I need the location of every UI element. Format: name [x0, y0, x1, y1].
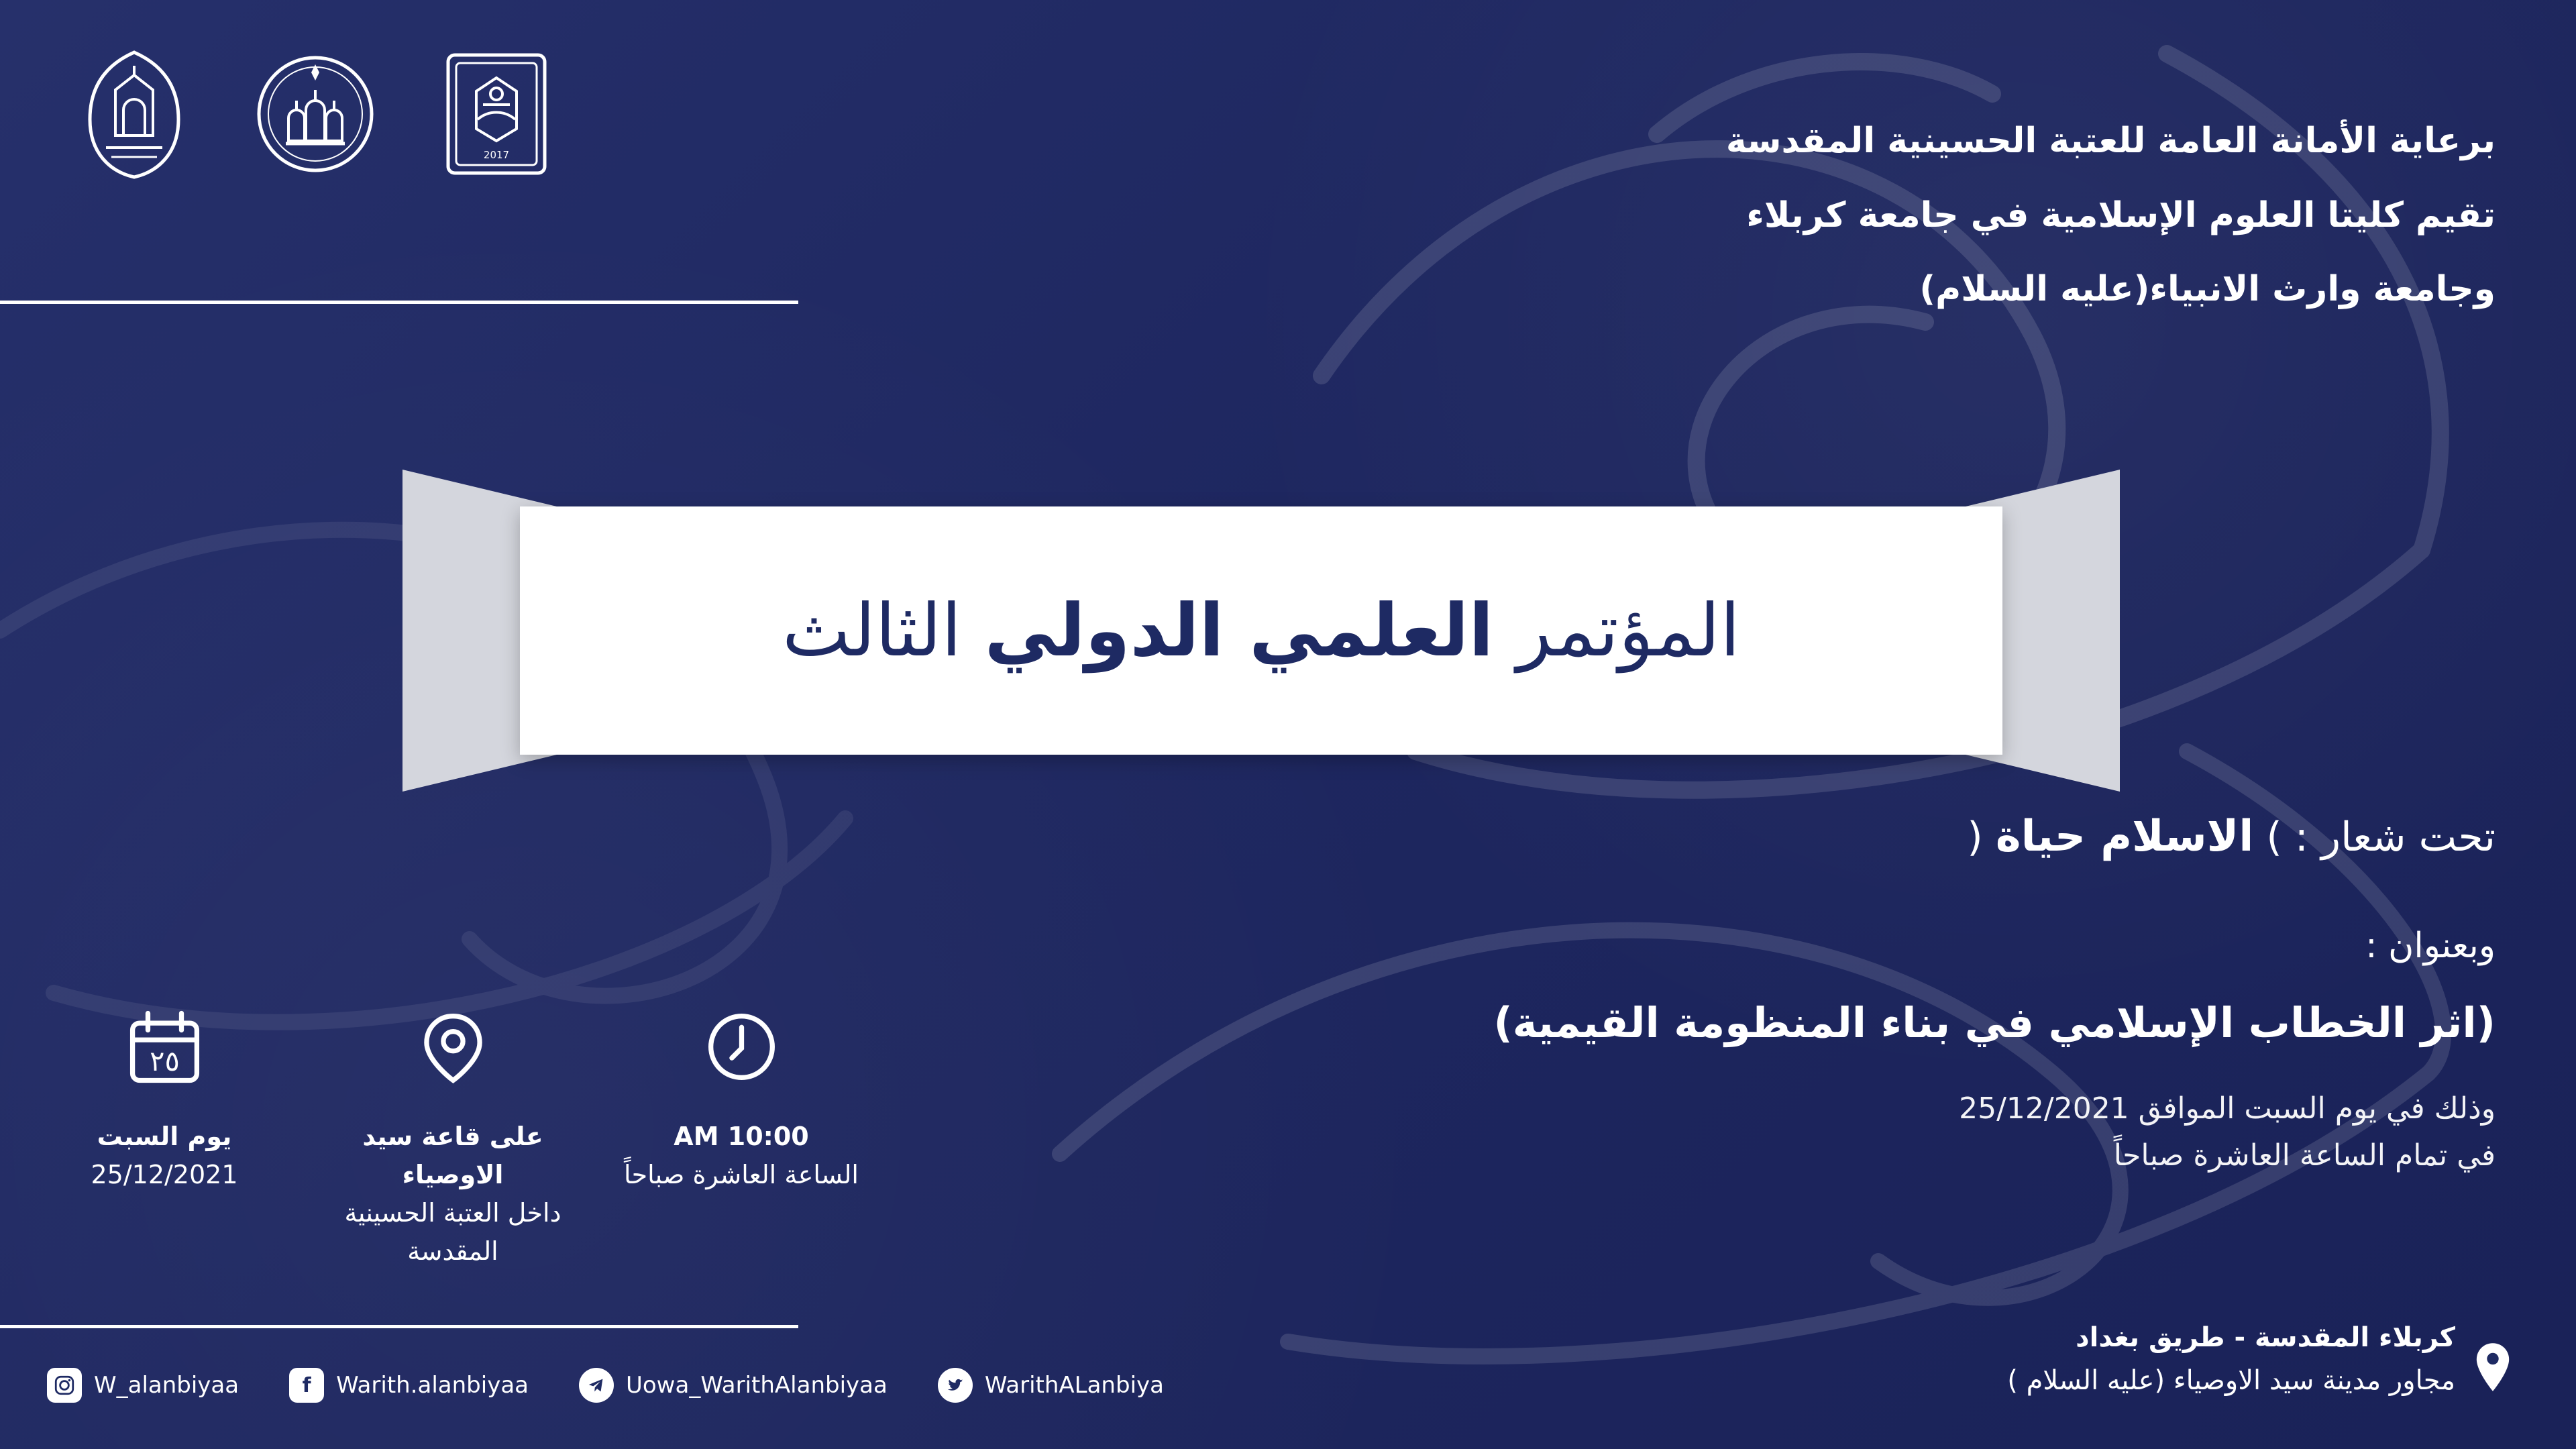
- holy-husseini-shrine-logo: [255, 40, 376, 188]
- university-of-kerbala-logo: [74, 40, 195, 188]
- conference-slogan: [818, 812, 2496, 861]
- slogan-value: الاسلام حياة: [1995, 812, 2254, 861]
- title-emphasis: العلمي الدولي: [984, 588, 1494, 673]
- location-pin-icon: [2473, 1342, 2512, 1394]
- social-bar: [47, 1355, 1164, 1415]
- info-place-line-2: داخل العتبة الحسينية: [344, 1198, 561, 1228]
- social-handle-facebook: Warith.alanbiyaa: [336, 1372, 529, 1399]
- info-place-line-1: على قاعة سيد الاوصياء: [362, 1122, 543, 1189]
- title-prefix: المؤتمر: [1516, 588, 1741, 673]
- header-line-2: تقيم كليتا العلوم الإسلامية في جامعة كربلاء: [1746, 195, 2496, 235]
- instagram-icon: [47, 1368, 82, 1403]
- info-place-line-3: المقدسة: [407, 1236, 498, 1266]
- social-item-twitter[interactable]: [938, 1368, 1164, 1403]
- social-handle-telegram: Uowa_WarithAlanbiyaa: [625, 1372, 888, 1399]
- social-item-facebook[interactable]: [289, 1368, 529, 1403]
- slogan-suffix: (: [1967, 814, 1983, 861]
- subject-topic: (اثر الخطاب الإسلامي في بناء المنظومة القيمية): [1493, 998, 2496, 1047]
- info-block-date: [40, 993, 288, 1194]
- info-block-time: [617, 993, 865, 1194]
- warith-alanbiya-university-logo: [436, 40, 557, 188]
- info-date-text: [40, 1118, 288, 1194]
- address-line-1: كربلاء المقدسة - طريق بغداد: [2076, 1322, 2455, 1353]
- address-line-2: مجاور مدينة سيد الاوصياء (عليه السلام ): [2007, 1365, 2455, 1396]
- calendar-icon: [40, 993, 288, 1100]
- header-line-1: برعاية الأمانة العامة للعتبة الحسينية المقدسة: [1725, 121, 2496, 161]
- info-time-line-1: 10:00 AM: [674, 1122, 809, 1151]
- conference-title: [782, 589, 1740, 673]
- header-divider: [0, 301, 798, 304]
- info-date-line-1: يوم السبت: [97, 1122, 232, 1151]
- title-ribbon: [402, 470, 2120, 792]
- telegram-icon: [579, 1368, 614, 1403]
- info-block-place: [329, 993, 577, 1271]
- social-item-telegram[interactable]: [579, 1368, 888, 1403]
- location-pin-icon: [329, 993, 577, 1100]
- header-text: [1221, 114, 2496, 337]
- social-item-instagram[interactable]: [47, 1368, 239, 1403]
- social-handle-instagram: W_alanbiyaa: [94, 1372, 239, 1399]
- info-time-text: [617, 1118, 865, 1194]
- logo-row: [74, 40, 557, 188]
- info-blocks: [40, 993, 926, 1315]
- info-place-text: [329, 1118, 577, 1271]
- ribbon-band: [520, 506, 2002, 755]
- subject-when-line-2: في تمام الساعة العاشرة صباحاً: [2113, 1138, 2496, 1173]
- clock-icon: [617, 993, 865, 1100]
- title-suffix: الثالث: [782, 588, 962, 673]
- slogan-prefix: تحت شعار : ): [2266, 814, 2496, 861]
- info-time-line-2: الساعة العاشرة صباحاً: [624, 1160, 859, 1189]
- footer-divider: [0, 1325, 798, 1328]
- svg-text:٢٥: ٢٥: [149, 1044, 180, 1077]
- venue-address: [2007, 1316, 2455, 1402]
- twitter-icon: [938, 1368, 973, 1403]
- subject-label: وبعنوان :: [2365, 926, 2496, 966]
- header-line-3: وجامعة وارث الانبياء(عليه السلام): [1919, 269, 2496, 310]
- social-handle-twitter: WarithALanbiya: [984, 1372, 1164, 1399]
- subject-when-line-1: وذلك في يوم السبت الموافق 25/12/2021: [1959, 1091, 2496, 1126]
- info-date-line-2: 25/12/2021: [91, 1160, 238, 1189]
- svg-text:2017: 2017: [483, 149, 510, 161]
- facebook-icon: f: [289, 1368, 324, 1403]
- subject-block: [885, 926, 2496, 1180]
